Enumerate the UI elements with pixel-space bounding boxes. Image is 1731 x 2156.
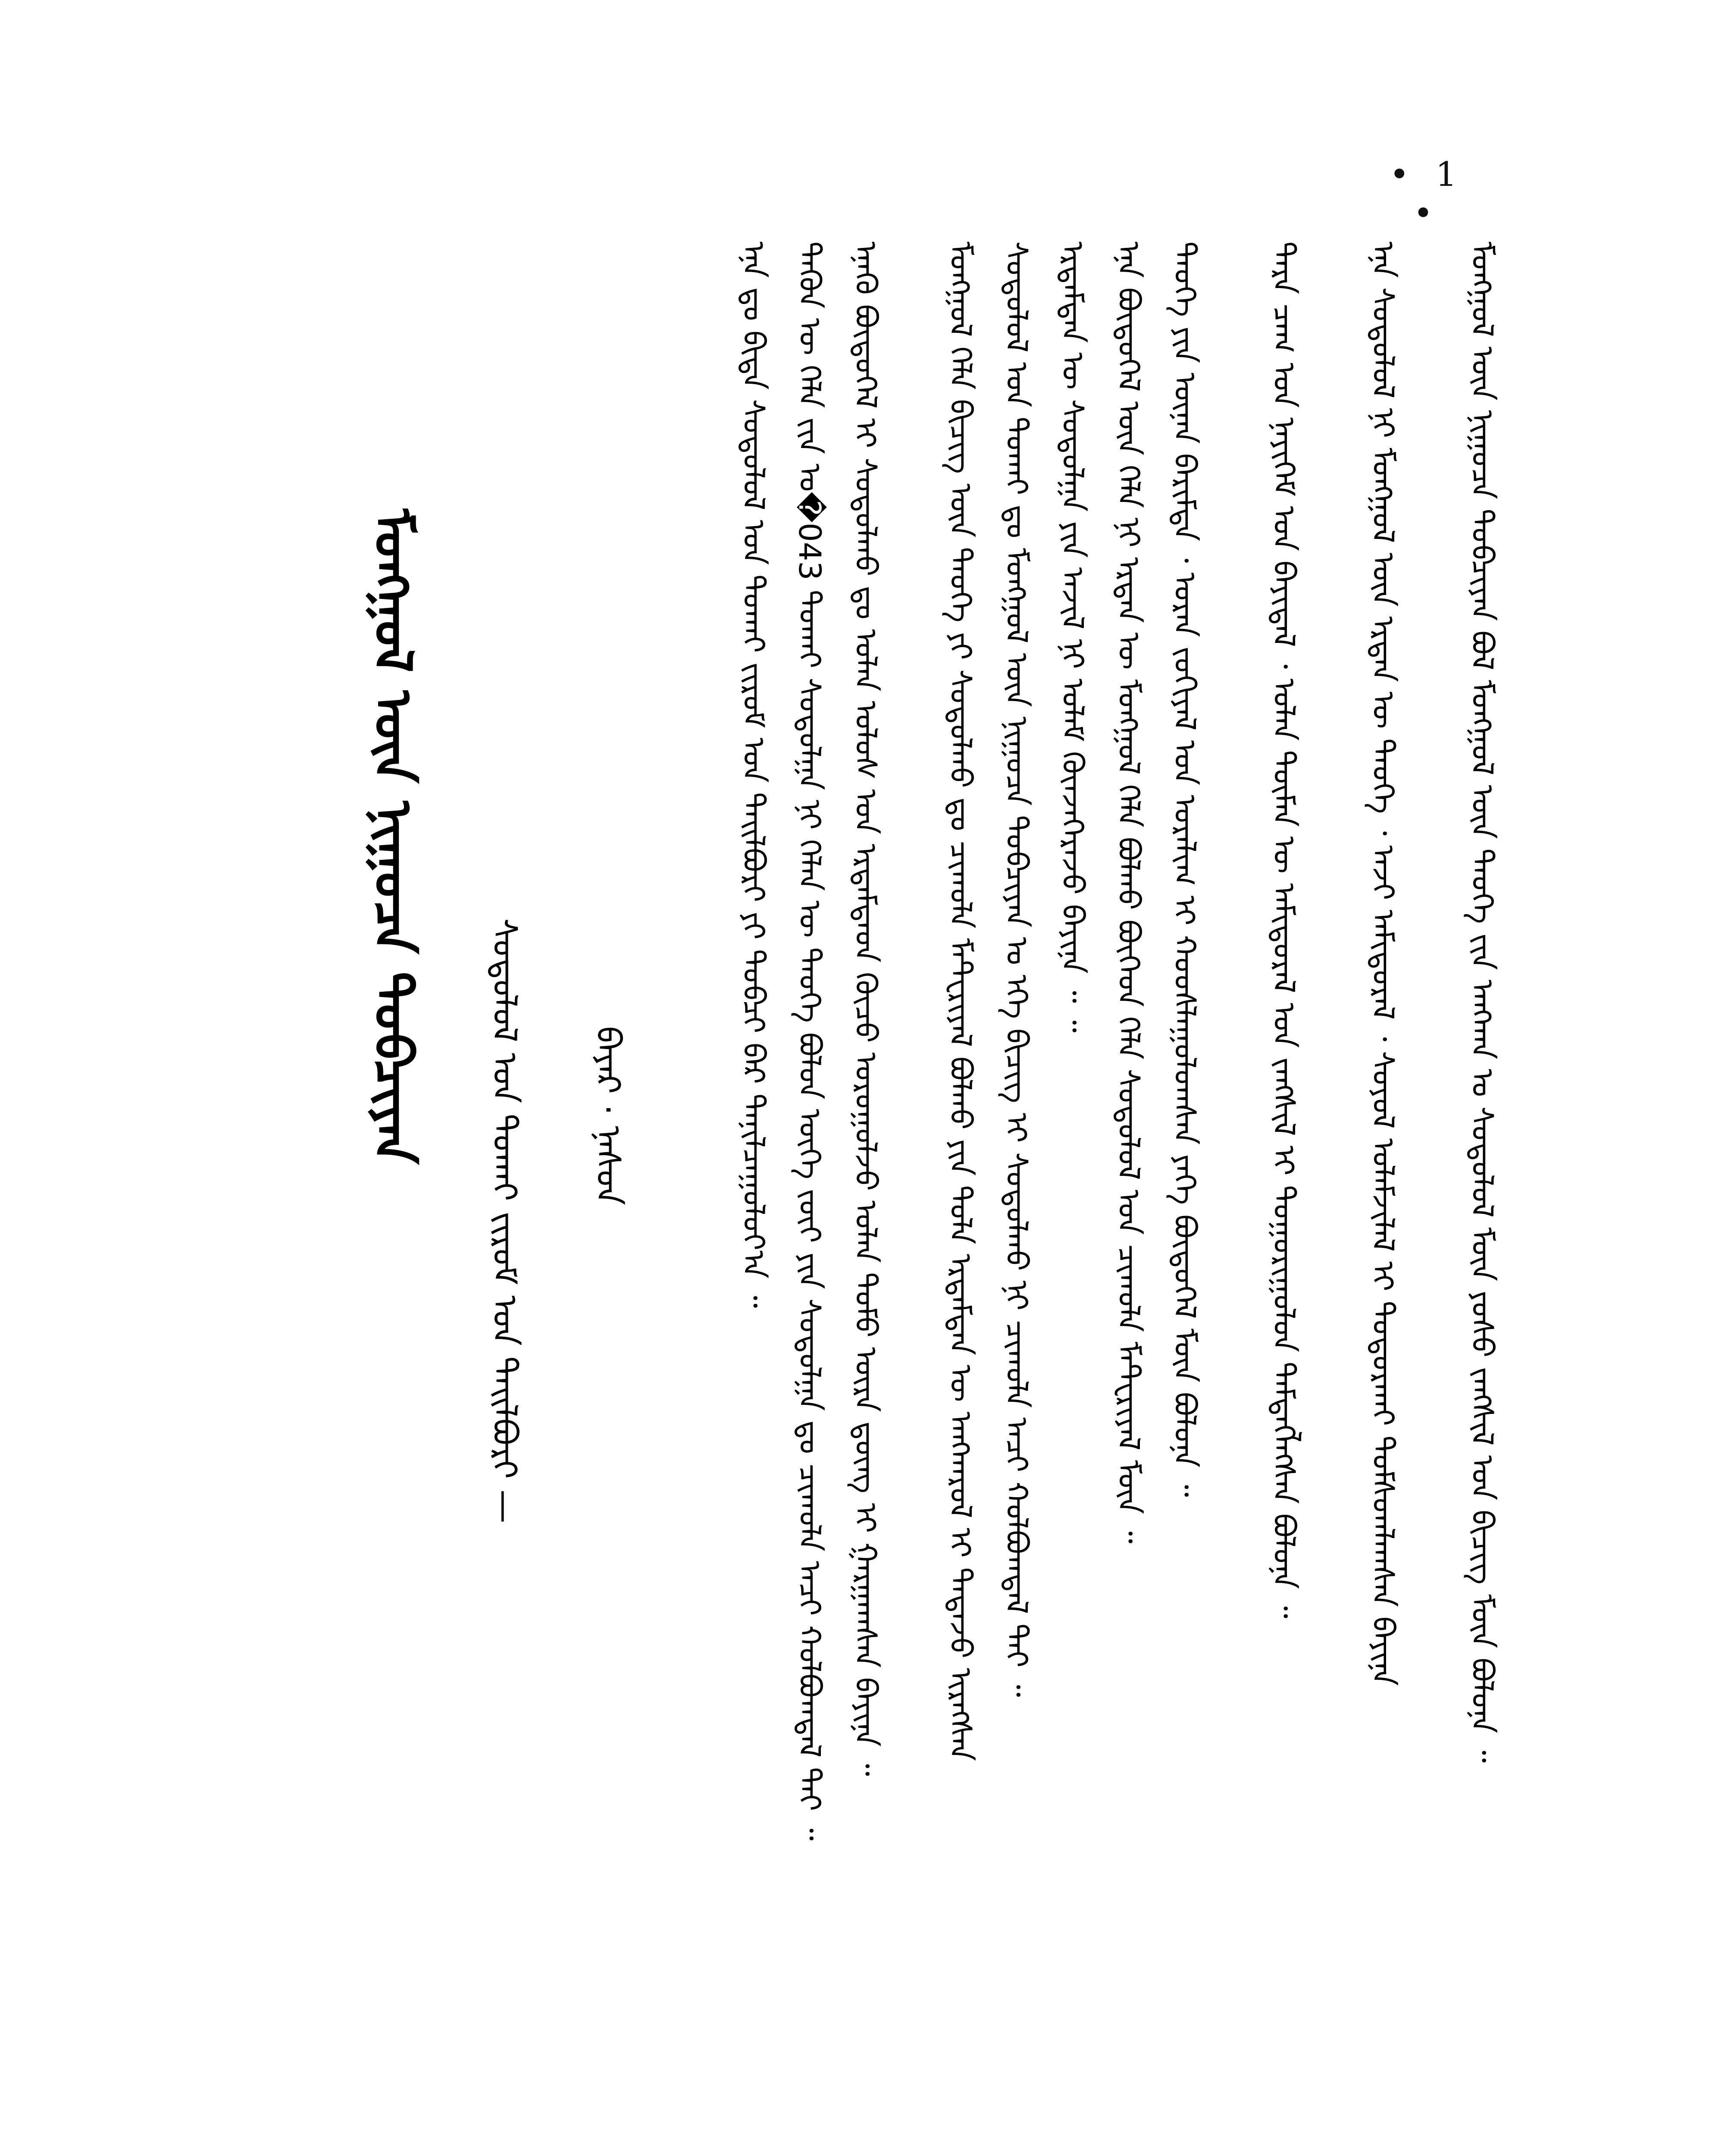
body-column: ᠰᠤᠳᠤᠯᠤᠯ ᠤᠨ ᠲᠣᠬᠠᠢ ᠳᠤ ᠮᠣᠩᠭᠣᠯ ᠦᠨ ᠨᠢᠭᠤᠴᠠ ᠲᠣᠪᠴᠢᠶᠠᠨ ᠤ ᠡᠬᠡ ᠪᠢᠴᠢᠭ ᠢ ᠰᠤᠳᠤᠯᠬᠤ ᠨᠢ ᠴᠢᠬᠤᠯᠠ ᠠᠴᠢ ᠬᠣᠯᠪᠣᠭᠳᠠᠯ ᠲᠠᠢ ᠃ <box>999 241 1034 1697</box>
body-column: ᠮᠣᠩᠭᠣᠯ ᠬᠡᠯᠡ ᠪᠢᠴᠢᠭ ᠦᠨ ᠲᠡᠦᠬᠡ ᠶᠢ ᠰᠤᠳᠤᠯᠬᠤ ᠳᠤ ᠴᠢᠬᠤᠯᠠ ᠮᠠᠲ᠋ᠧᠷᠢᠶᠠᠯ ᠪᠣᠯᠬᠤ ᠶᠢᠨ ᠲᠤᠯᠠ ᠡᠷᠳᠡᠮᠲᠡᠨ ᠦ ᠠᠩᠬᠠᠷᠤᠯ ᠢ ᠲᠠᠲᠠᠵᠤ ᠢᠷᠡᠭᠰᠡᠨ <box>943 241 978 1761</box>
body-column: ᠲᠡᠭᠦᠨ ᠦ ᠬᠡᠯᠡ ᠵᠢᠨ ᠣ�043 ᠲᠤᠬᠠᠢ ᠰᠤᠳᠤᠯᠭᠠ ᠨᠢ ᠬᠡᠯᠡᠨ ᠦ ᠲᠡᠦᠬᠡ ᠪᠣᠯᠤᠨ ᠦᠭᠡ ᠵᠦᠢ ᠶᠢᠨ ᠰᠤᠳᠤᠯᠭᠠ ᠳᠤ ᠴᠢᠬᠤᠯᠠ ᠠᠴᠢ ᠬᠣᠯᠪᠣᠭᠳᠠᠯ ᠲᠠᠢ ᠃ <box>792 241 827 1841</box>
body-column: ᠡᠨᠡ ᠪᠦᠲᠦᠭᠡᠯ ᠦᠨ ᠬᠡᠯᠡ ᠨᠢ ᠡᠷᠲᠡᠨ ᠦ ᠮᠣᠩᠭᠣᠯ ᠬᠡᠯᠡ ᠪᠣᠯᠬᠤ ᠪᠥᠭᠡᠳ ᠬᠡᠯᠡ ᠰᠤᠳᠤᠯᠤᠯ ᠤᠨ ᠴᠢᠬᠤᠯᠠ ᠮᠠᠲ᠋ᠧᠷᠢᠶᠠᠯ ᠮᠥᠨ ᠃ <box>1111 241 1146 1544</box>
document-subtitle: ᠰᠤᠳᠤᠯᠤᠯ ᠤᠨ ᠲᠤᠬᠠᠢ ᠵᠢᠷᠤᠮ ᠤᠨ ᠲᠠᠢᠯᠪᠤᠷᠢ — <box>485 918 524 1523</box>
body-column: ᠡᠨᠡ ᠳᠤ ᠪᠢᠳᠡ ᠰᠤᠳᠤᠯᠤᠯ ᠤᠨ ᠲᠤᠬᠠᠢ ᠵᠢᠷᠤᠮ ᠤᠨ ᠲᠠᠢᠯᠪᠤᠷᠢ ᠶᠢ ᠲᠣᠪᠴᠢ ᠪᠠᠷ ᠲᠠᠨᠢᠯᠴᠠᠭᠤᠯᠤᠶ᠎ᠠ ᠃ <box>736 241 771 1308</box>
body-column: ᠲᠡᠷᠡ ᠴᠠᠭ ᠤᠨ ᠨᠡᠶᠢᠭᠡᠮ ᠤᠨ ᠪᠠᠶᠢᠳᠠᠯ ᠂ ᠣᠯᠠᠨ ᠲᠥᠮᠡᠨ ᠦ ᠠᠮᠢᠳᠤᠷᠠᠯ ᠤᠨ ᠵᠠᠩᠱᠢᠯ ᠢ ᠲᠣᠭᠣᠷᠢᠭᠤᠯᠤᠨ ᠲᠡᠮᠳᠡᠭᠯᠡᠭᠰᠡᠨ ᠪᠣᠯᠤᠨᠠ ᠃ <box>1266 241 1302 1619</box>
body-column: ᠡᠷᠳᠡᠮᠲᠡᠨ ᠦ ᠰᠤᠳᠤᠯᠭᠠ ᠶᠢᠨ ᠠᠵᠢᠯ ᠨᠢ ᠤᠯᠠᠮ ᠭᠦᠨᠵᠡᠭᠡᠷᠡᠵᠦ ᠪᠠᠶᠢᠨᠠ ᠃ ᠃ <box>1055 241 1090 1033</box>
body-column: ᠮᠣᠩᠭᠣᠯ ᠦᠨ ᠨᠢᠭᠤᠴᠠ ᠲᠣᠪᠴᠢᠶᠠᠨ ᠪᠣᠯ ᠮᠣᠩᠭᠣᠯ ᠦᠨ ᠲᠡᠦᠬᠡ ᠵᠢᠨ ᠠᠩᠬᠠᠨ ᠤ ᠰᠤᠳᠤᠯᠤᠯ ᠮᠥᠨ ᠶᠣᠰᠤ ᠵᠠᠩᠱᠢᠯ ᠤᠨ ᠪᠢᠴᠢᠭ ᠮᠥᠨ ᠪᠣᠯᠤᠨᠠ ᠃ <box>1465 241 1500 1763</box>
body-column: ᠡᠨᠡᠬᠦ ᠪᠦᠲᠦᠭᠡᠯ ᠢ ᠰᠤᠳᠤᠯᠬᠤ ᠳᠤ ᠣᠯᠠᠨ ᠤᠯᠤᠰ ᠤᠨ ᠡᠷᠳᠡᠮᠲᠡᠳ ᠬᠦᠴᠦ ᠣᠷᠤᠭᠤᠯᠵᠤ ᠣᠯᠠᠨ ᠲᠣᠮᠣ ᠦᠷᠡ ᠳ᠋ᠦᠩ ᠢ ᠭᠠᠷᠭᠠᠭᠰᠠᠨ ᠪᠠᠶᠢᠨᠠ ᠃ <box>848 241 883 1776</box>
body-column: ᠡᠨᠡ ᠰᠤᠳᠤᠯᠤᠯ ᠨᠢ ᠮᠣᠩᠭᠣᠯ ᠦᠨ ᠡᠷᠲᠡᠨ ᠦ ᠲᠡᠦᠬᠡ ᠂ ᠠᠵᠢ ᠠᠮᠢᠳᠤᠷᠠᠯ ᠂ ᠰᠣᠶᠣᠯ ᠤᠯᠠᠮᠵᠢᠯᠠᠯ ᠢ ᠲᠣᠳᠣᠷᠬᠠᠢ ᠲᠤᠮᠰᠤᠭᠯᠠᠭᠰᠠᠨ ᠪᠠᠶᠢᠨᠠ <box>1365 241 1401 1686</box>
page-number: • 1 • <box>1389 155 1465 233</box>
author-name: ᠪᠠᠶᠠᠷ · ᠨᠠᠰᠤᠨ <box>588 1026 627 1205</box>
document-title: ᠮᠣᠩᠭᠣᠯ ᠦᠨ ᠨᠢᠭᠤᠴᠠ ᠲᠣᠪᠴᠢᠶᠠᠨ <box>363 509 423 1164</box>
body-column: ᠲᠡᠦᠬᠡ ᠶᠢᠨ ᠦᠨᠡᠨ ᠪᠠᠷᠢᠮᠲᠠ ᠂ ᠤᠷᠠᠨ ᠵᠣᠬᠢᠶᠠᠯ ᠤᠨ ᠤᠷᠠᠯᠢᠭ ᠢ ᠬᠣᠣᠰᠯᠠᠭᠤᠯᠤᠭᠰᠠᠨ ᠶᠡᠬᠡ ᠪᠦᠲᠦᠭᠡᠯ ᠮᠥᠨ ᠪᠣᠯᠤᠨᠠ ᠃ <box>1167 241 1202 1497</box>
